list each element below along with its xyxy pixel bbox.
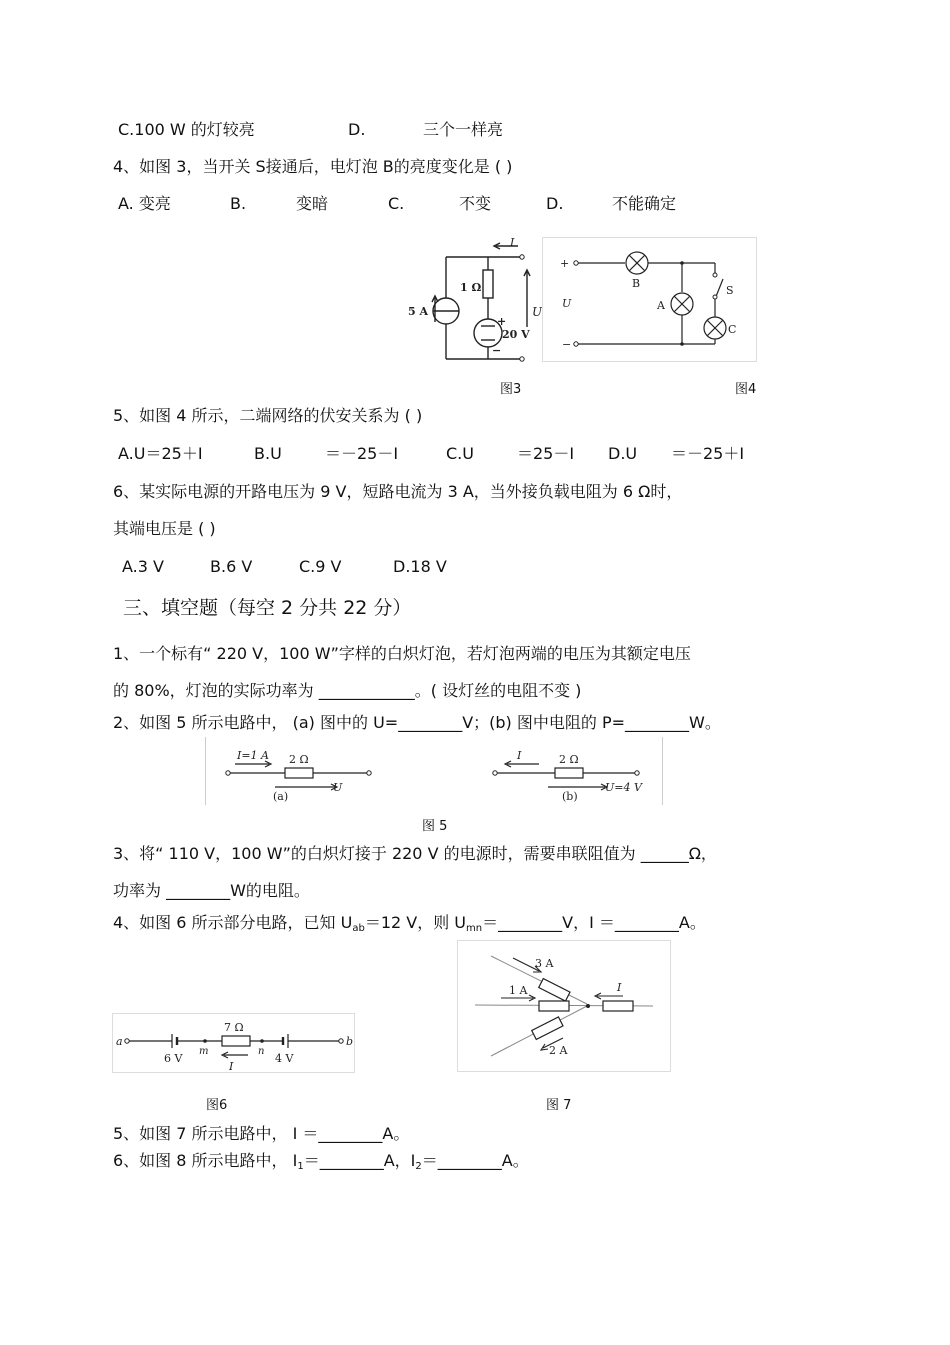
fig3-resistor-label: 1 Ω [460, 281, 482, 294]
question-6-cont: 其端电压是 ( ) [113, 519, 216, 538]
fill-6-part2: ＝________A，I [303, 1151, 416, 1170]
question-5: 5、如图 4 所示，二端网络的伏安关系为 ( ) [113, 406, 423, 425]
fig4-plus: + [560, 257, 570, 270]
fill-4-part1: 4、如图 6 所示部分电路，已知 U [113, 913, 353, 932]
q4-option-c-text: 不变 [459, 194, 492, 213]
fig6-current: I [229, 1060, 234, 1073]
question-4: 4、如图 3，当开关 S接通后，电灯泡 B的亮度变化是 ( ) [113, 157, 513, 176]
fig5a-resistor: 2 Ω [289, 753, 309, 766]
fig4-switch-s: S [726, 284, 734, 297]
fill-5: 5、如图 7 所示电路中， I ＝________A。 [113, 1124, 410, 1143]
q4-option-a: A. 变亮 [118, 194, 171, 213]
fig6-source-4v: 4 V [275, 1052, 294, 1065]
fig6-node-a: a [116, 1035, 123, 1048]
q5-option-a: A.U＝25＋I [118, 444, 203, 463]
fig6-source-6v: 6 V [164, 1052, 183, 1065]
q4-option-b: B. [230, 194, 247, 213]
fig7-current-2a: 2 A [549, 1044, 568, 1057]
fig6-caption: 图6 [206, 1098, 228, 1113]
q6-option-d: D.18 V [393, 557, 447, 576]
fill-4-sub-ab: ab [352, 923, 365, 934]
option-d-label: D. [348, 120, 366, 139]
option-d-text: 三个一样亮 [423, 120, 504, 139]
fig3-u-label: U [532, 305, 543, 319]
fig4-caption: 图4 [735, 382, 757, 397]
option-c-text: C.100 W 的灯较亮 [118, 120, 255, 139]
q5-option-b: B.U [254, 444, 282, 463]
fill-6-sub-2: 2 [415, 1161, 422, 1172]
fill-1: 1、一个标有“ 220 V，100 W”字样的白炽灯泡，若灯泡两端的电压为其额定电压 [113, 644, 691, 663]
fig4-lamp-a: A [657, 299, 665, 312]
fill-3: 3、将“ 110 V，100 W”的白炽灯接于 220 V 的电源时，需要串联阻值为 ______Ω， [113, 844, 717, 863]
fig5b-label: (b) [562, 790, 578, 803]
fig3-minus: − [492, 344, 502, 357]
q4-option-b-text: 变暗 [296, 194, 329, 213]
fill-4-sub-mn: mn [466, 923, 483, 934]
q5-option-d: D.U [608, 444, 638, 463]
fig7-current-i: I [617, 981, 622, 994]
fill-3-cont: 功率为 ________W的电阻。 [113, 881, 310, 900]
fig7-current-3a: 3 A [535, 957, 554, 970]
figure-3-circuit [400, 232, 543, 362]
fig5-caption: 图 5 [422, 819, 448, 834]
q4-option-d-text: 不能确定 [612, 194, 677, 213]
fill-6-sub-1: 1 [297, 1161, 304, 1172]
fig7-caption: 图 7 [546, 1098, 572, 1113]
fig3-caption: 图3 [500, 382, 522, 397]
figure-7-circuit [457, 940, 672, 1072]
q6-option-c: C.9 V [299, 557, 342, 576]
fig3-plus: + [497, 315, 507, 328]
section-3-heading: 三、填空题（每空 2 分共 22 分） [123, 597, 412, 619]
fill-4-part2: ＝12 V，则 U [364, 913, 467, 932]
fig5a-current: I=1 A [237, 749, 270, 762]
q4-option-c: C. [388, 194, 405, 213]
fig6-node-n: n [258, 1046, 265, 1057]
fill-1-cont: 的 80%，灯泡的实际功率为 ____________。( 设灯丝的电阻不变 ) [113, 681, 582, 700]
q4-option-d: D. [546, 194, 564, 213]
fill-4 [113, 913, 706, 939]
fig3-source-label: 5 A [408, 305, 429, 318]
fig4-lamp-b: B [632, 277, 641, 290]
fig6-node-m: m [199, 1046, 209, 1057]
figure-4-circuit [542, 237, 758, 362]
figure-6-circuit [112, 1013, 357, 1073]
fill-6 [113, 1151, 529, 1177]
fig4-u-label: U [562, 297, 572, 310]
fig6-resistor: 7 Ω [224, 1021, 244, 1034]
fig4-lamp-c: C [728, 323, 737, 336]
fill-4-part3: ＝________V，I ＝________A。 [482, 913, 706, 932]
fill-2: 2、如图 5 所示电路中， (a) 图中的 U=________V；(b) 图中电阻的 P=________W。 [113, 713, 721, 732]
q5-option-d-text: ＝－25＋I [671, 444, 745, 463]
fig5a-label: (a) [273, 790, 289, 803]
q5-option-c-text: ＝25－I [517, 444, 575, 463]
fig5b-resistor: 2 Ω [559, 753, 579, 766]
q5-option-c: C.U [446, 444, 474, 463]
fill-6-part3: ＝________A。 [421, 1151, 529, 1170]
fig4-minus: − [562, 338, 572, 351]
fig7-current-1a: 1 A [509, 984, 528, 997]
q6-option-a: A.3 V [122, 557, 164, 576]
fig5a-u: U [333, 781, 343, 794]
fig5b-u: U=4 V [605, 781, 642, 794]
q6-option-b: B.6 V [210, 557, 253, 576]
fig5b-current: I [517, 749, 522, 762]
question-6: 6、某实际电源的开路电压为 9 V，短路电流为 3 A，当外接负载电阻为 6 Ω时， [113, 482, 683, 501]
fig3-current-label: I [510, 236, 515, 249]
q5-option-b-text: ＝－25－I [325, 444, 399, 463]
fig3-voltage-label: 20 V [502, 328, 530, 341]
figure-5-circuit [205, 737, 663, 805]
fig6-node-b: b [346, 1035, 354, 1048]
fill-6-part1: 6、如图 8 所示电路中， I [113, 1151, 298, 1170]
